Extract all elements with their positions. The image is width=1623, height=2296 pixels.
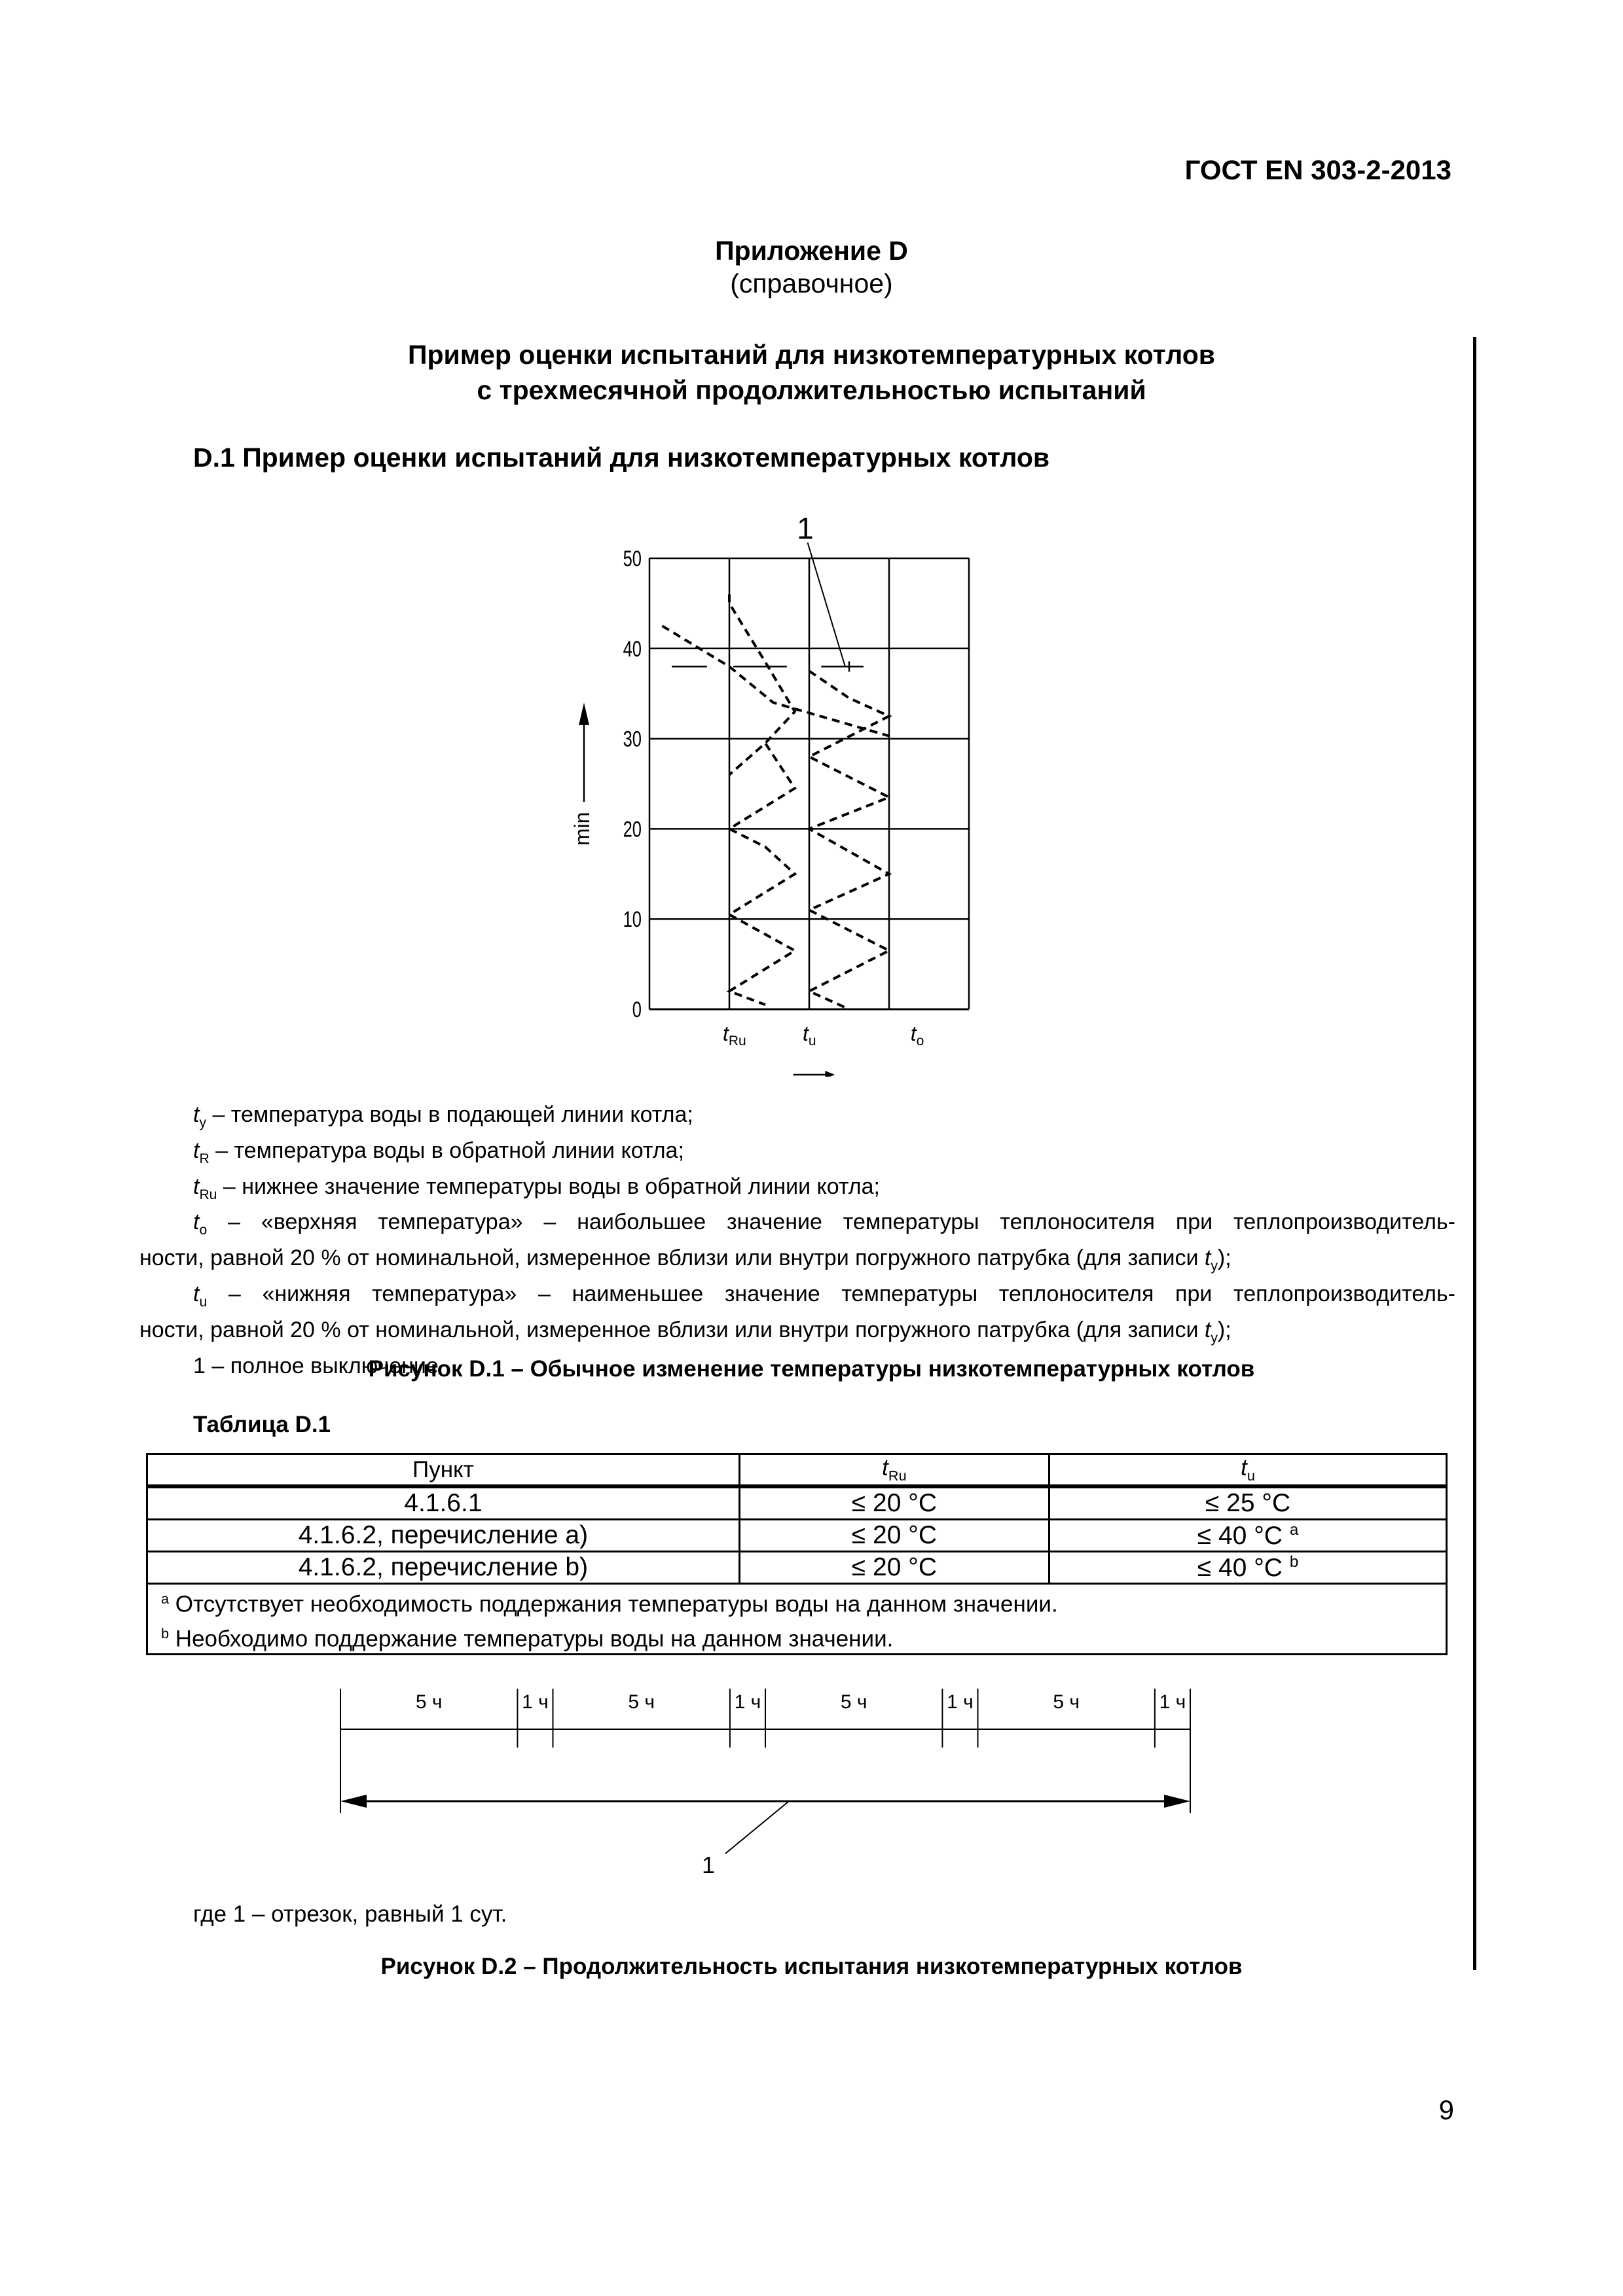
timeline-arrow-head-left xyxy=(340,1795,367,1808)
header-tu xyxy=(1049,1454,1447,1487)
table-note-a xyxy=(161,1585,1440,1619)
figure-d2-note: где 1 – отрезок, равный 1 сут. xyxy=(193,1901,507,1927)
symbol-sub: o xyxy=(199,1223,208,1238)
timeline-segment-label: 1 ч xyxy=(522,1691,549,1713)
cell-tu xyxy=(1049,1520,1447,1552)
symbol: t xyxy=(193,1210,200,1235)
annex-title: Приложение D xyxy=(715,236,908,266)
table-d1 xyxy=(146,1453,1448,1655)
table-row xyxy=(147,1552,1447,1584)
standard-designation: ГОСТ EN 303-2-2013 xyxy=(1184,154,1451,185)
callout-label: 1 xyxy=(797,511,814,545)
legend-ty xyxy=(139,1101,1455,1137)
symbol: t xyxy=(193,1102,200,1127)
revision-bar xyxy=(1473,337,1476,1970)
cell-item: 4.1.6.1 xyxy=(147,1486,740,1520)
y-tick-label: 40 xyxy=(623,637,642,662)
legend-text: ); xyxy=(1217,1317,1231,1342)
header-tru xyxy=(739,1454,1049,1487)
symbol-sub: y xyxy=(1211,1330,1218,1346)
cell-value: ≤ 25 °C xyxy=(1205,1489,1291,1517)
y-tick-label: 10 xyxy=(623,907,642,933)
legend-to-line1 xyxy=(139,1208,1455,1244)
table-row xyxy=(147,1520,1447,1552)
legend-text: – «верхняя температура» – наибольшее значение температуры теплоносителя при теплопроизводитель- xyxy=(207,1210,1455,1235)
symbol-sub: Ru xyxy=(888,1467,907,1484)
legend-text: ности, равной 20 % от номинальной, измеренное вблизи или внутри погружного патрубка (для записи xyxy=(139,1317,1205,1342)
series-line-zigzag-column-2 xyxy=(809,671,889,1009)
cell-tu xyxy=(1049,1486,1447,1520)
symbol-sub: u xyxy=(199,1294,208,1310)
legend-tru xyxy=(139,1173,1455,1209)
symbol: t xyxy=(1241,1455,1247,1480)
y-axis-arrow-head xyxy=(579,702,589,725)
figure-d1-legend xyxy=(139,1101,1455,1380)
timeline-segment-label: 5 ч xyxy=(840,1691,867,1713)
note-text: Отсутствует необходимость поддержания температуры воды на данном значении. xyxy=(169,1591,1058,1617)
cell-item: 4.1.6.2, перечисление a) xyxy=(147,1520,740,1552)
legend-text: – температура воды в подающей линии котла; xyxy=(206,1102,693,1127)
symbol-sub: Ru xyxy=(199,1187,217,1202)
cell-tru: ≤ 20 °C xyxy=(739,1520,1049,1552)
legend-text: ); xyxy=(1217,1246,1231,1271)
timeline-svg xyxy=(327,1676,1231,1898)
x-tick-label: $t_{Ru}$ xyxy=(723,1022,746,1049)
symbol: t xyxy=(1204,1317,1211,1342)
timeline-segment-label: 1 ч xyxy=(1159,1691,1186,1713)
page-number: 9 xyxy=(1438,2094,1454,2125)
timeline-segment-label: 5 ч xyxy=(628,1691,655,1713)
annex-subtitle: (справочное) xyxy=(730,268,893,298)
table-notes-row xyxy=(147,1584,1447,1655)
timeline-pointer xyxy=(725,1801,789,1854)
footnote-mark: b xyxy=(161,1624,170,1641)
chart-svg xyxy=(556,488,1028,1077)
footnote-mark: b xyxy=(1289,1552,1299,1571)
legend-tr xyxy=(139,1137,1455,1173)
timeline-segment-label: 5 ч xyxy=(415,1691,443,1713)
figure-d2-caption: Рисунок D.2 – Продолжительность испытания низкотемпературных котлов xyxy=(380,1954,1243,1979)
legend-text: – температура воды в обратной линии котла; xyxy=(209,1138,684,1163)
y-tick-label: 30 xyxy=(623,727,642,752)
symbol-sub: u xyxy=(1247,1467,1255,1484)
symbol: t xyxy=(882,1455,888,1480)
table-note-b xyxy=(161,1619,1440,1654)
timeline-segment-label: 1 ч xyxy=(947,1691,974,1713)
series-line-zigzag-column-1 xyxy=(729,594,795,1005)
legend-tu-line2 xyxy=(139,1316,1455,1352)
y-tick-label: 50 xyxy=(623,547,642,571)
x-axis-arrow-head xyxy=(825,1071,835,1077)
symbol: t xyxy=(193,1281,200,1306)
annex-heading xyxy=(0,337,1623,408)
symbol: t xyxy=(193,1138,200,1163)
cell-item: 4.1.6.2, перечисление b) xyxy=(147,1552,740,1584)
cell-tru: ≤ 20 °C xyxy=(739,1486,1049,1520)
symbol-sub: R xyxy=(199,1151,210,1166)
note-text: Необходимо поддержание температуры воды на данном значении. xyxy=(169,1626,894,1652)
figure-d2-timeline xyxy=(327,1676,1231,1901)
timeline-arrow-head-right xyxy=(1164,1795,1190,1808)
x-tick-label-sub: u xyxy=(808,1033,816,1049)
legend-text: – нижнее значение температуры воды в обратной линии котла; xyxy=(217,1174,880,1199)
section-heading-d1: D.1 Пример оценки испытаний для низкотемпературных котлов xyxy=(193,442,1050,473)
annex-heading-line1: Пример оценки испытаний для низкотемпературных котлов xyxy=(408,340,1215,370)
legend-item1: 1 – полное выключение xyxy=(193,1353,439,1378)
annex-heading-line2: с трехмесячной продолжительностью испытаний xyxy=(477,375,1146,405)
symbol: t xyxy=(1204,1246,1211,1271)
table-header-row xyxy=(147,1454,1447,1487)
figure-d1-caption: Рисунок D.1 – Обычное изменение температуры низкотемпературных котлов xyxy=(368,1356,1255,1382)
symbol-sub: y xyxy=(1211,1258,1218,1274)
y-axis-label: min xyxy=(570,812,594,846)
x-tick-label: $t_u$ xyxy=(803,1022,816,1049)
table-row xyxy=(147,1486,1447,1520)
legend-tu-line1 xyxy=(139,1280,1455,1316)
x-tick-label: $t_o$ xyxy=(910,1022,924,1049)
table-d1-title: Таблица D.1 xyxy=(193,1412,331,1437)
footnote-mark: a xyxy=(1289,1520,1299,1539)
timeline-segment-label: 5 ч xyxy=(1053,1691,1080,1713)
cell-tru: ≤ 20 °C xyxy=(739,1552,1049,1584)
legend-text: ности, равной 20 % от номинальной, измеренное вблизи или внутри погружного патрубка (для записи xyxy=(139,1246,1205,1271)
legend-text: – «нижняя температура» – наименьшее значение температуры теплоносителя при теплопроизводитель- xyxy=(207,1281,1455,1306)
symbol: t xyxy=(193,1174,200,1199)
legend-to-line2 xyxy=(139,1244,1455,1280)
x-tick-label-sub: Ru xyxy=(728,1033,746,1049)
x-tick-label-sub: o xyxy=(916,1033,924,1049)
footnote-mark: a xyxy=(161,1590,170,1607)
y-tick-label: 0 xyxy=(632,997,642,1022)
y-tick-label: 20 xyxy=(623,817,642,842)
cell-value: ≤ 40 °C xyxy=(1197,1553,1283,1582)
figure-d1-chart xyxy=(556,488,1028,1080)
symbol-sub: y xyxy=(199,1115,206,1130)
table-notes xyxy=(147,1584,1447,1655)
cell-tu xyxy=(1049,1552,1447,1584)
timeline-segment-label: 1 ч xyxy=(734,1691,761,1713)
timeline-pointer-label: 1 xyxy=(701,1852,716,1878)
cell-value: ≤ 40 °C xyxy=(1197,1521,1283,1550)
header-item: Пункт xyxy=(147,1454,740,1487)
